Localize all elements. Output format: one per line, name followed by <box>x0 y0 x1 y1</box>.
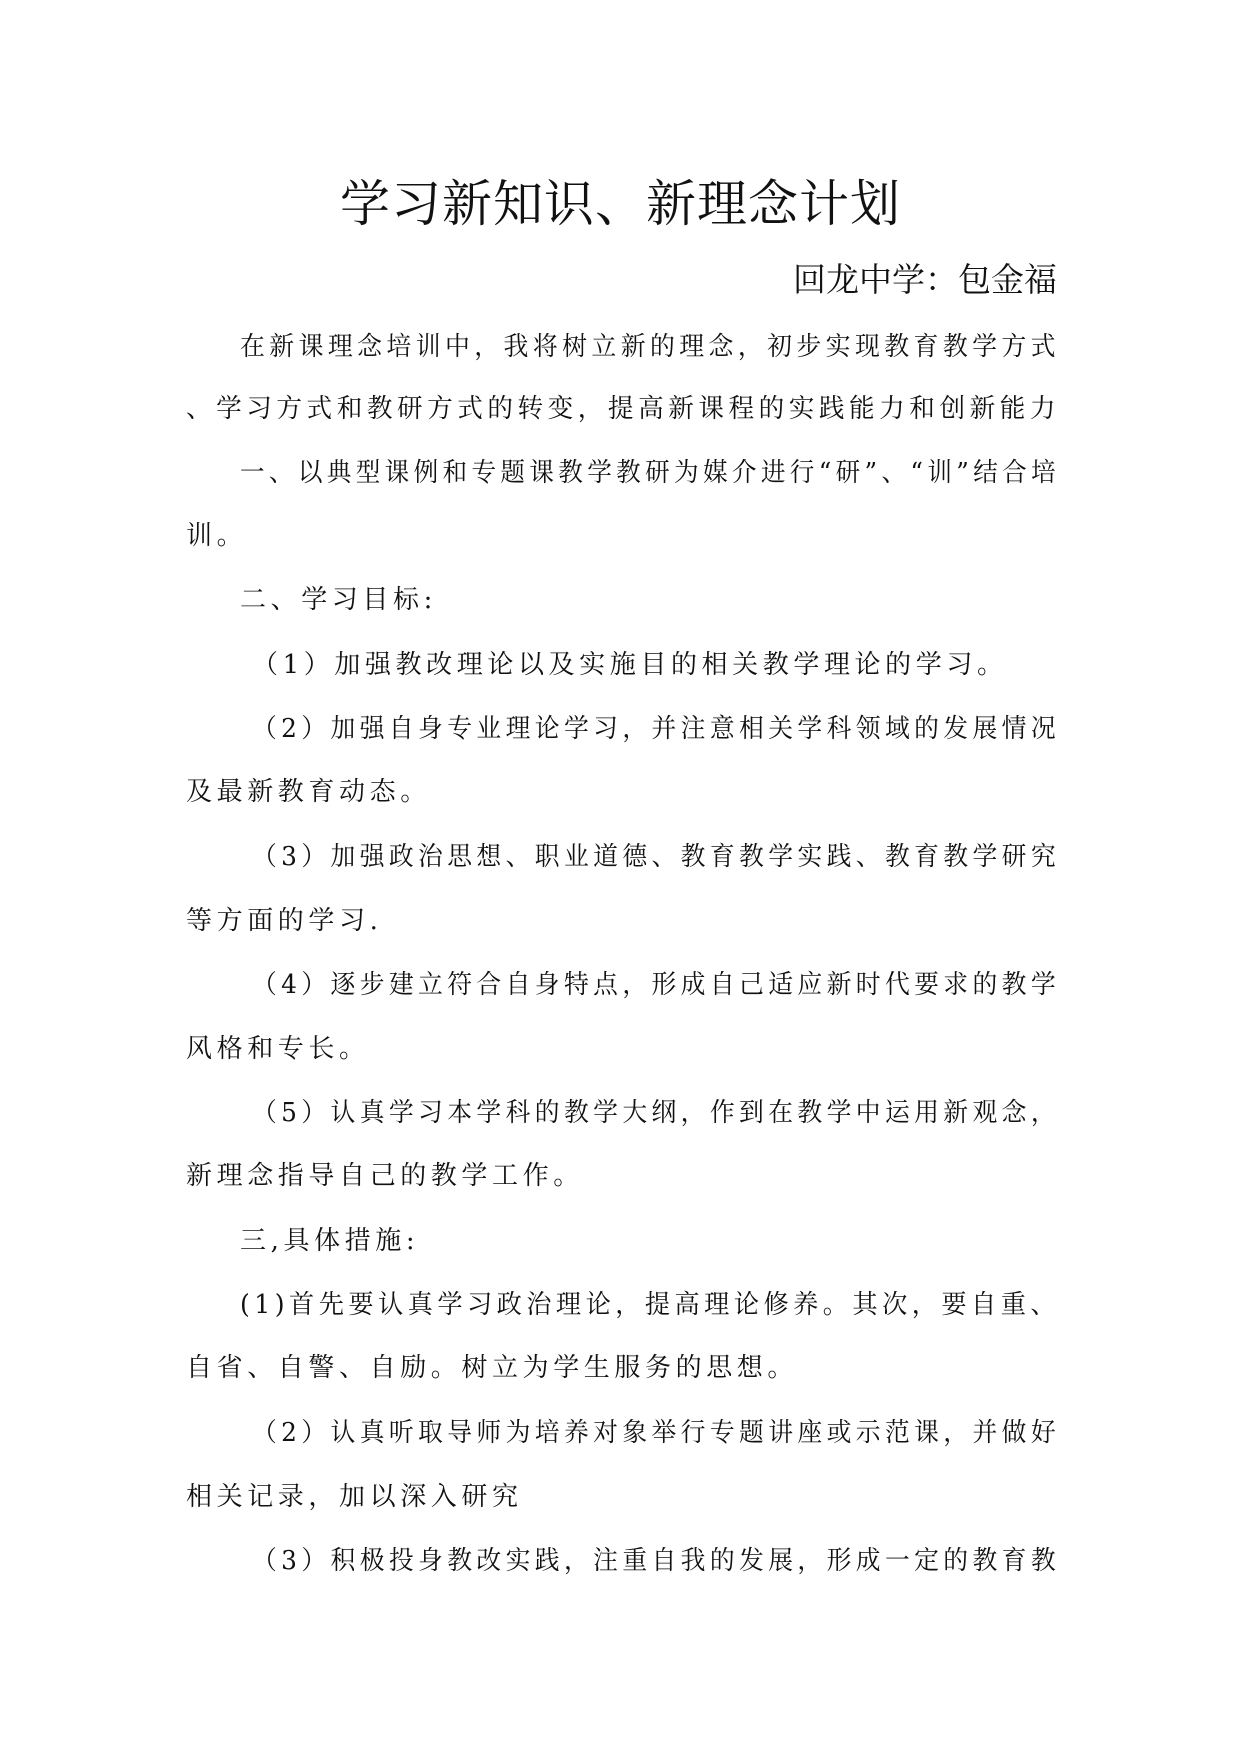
goal-item-3-line-1: （3）加强政治思想、职业道德、教育教学实践、教育教学研究 <box>252 842 1061 872</box>
measure-item-1-line-2: 自省、自警、自励。树立为学生服务的思想。 <box>186 1353 799 1383</box>
section-one-heading-line-1: 一、以典型课例和专题课教学教研为媒介进行“研”、“训”结合培 <box>240 458 1060 488</box>
goal-item-4-line-1: （4）逐步建立符合自身特点，形成自己适应新时代要求的教学 <box>252 970 1061 1000</box>
section-two-heading: 二、学习目标: <box>240 585 437 615</box>
measure-item-1-line-1: (1)首先要认真学习政治理论，提高理论修养。其次，要自重、 <box>240 1290 1061 1320</box>
document-title: 学习新知识、新理念计划 <box>340 175 901 233</box>
measure-item-3-line-1: （3）积极投身教改实践，注重自我的发展，形成一定的教育教 <box>252 1546 1061 1576</box>
goal-item-5-line-2: 新理念指导自己的教学工作。 <box>186 1161 584 1191</box>
section-three-heading: 三,具体措施: <box>240 1226 420 1256</box>
goal-item-2-line-2: 及最新教育动态。 <box>186 777 431 807</box>
goal-item-5-line-1: （5）认真学习本学科的教学大纲，作到在教学中运用新观念， <box>252 1098 1061 1128</box>
goal-item-2-line-1: （2）加强自身专业理论学习，并注意相关学科领域的发展情况 <box>252 714 1061 744</box>
goal-item-1: （1）加强教改理论以及实施目的相关教学理论的学习。 <box>252 650 1008 680</box>
measure-item-2-line-2: 相关记录，加以深入研究 <box>186 1482 523 1512</box>
document-author: 回龙中学：包金福 <box>793 260 1057 299</box>
measure-item-2-line-1: （2）认真听取导师为培养对象举行专题讲座或示范课，并做好 <box>252 1418 1061 1448</box>
paragraph-intro-line-1: 在新课理念培训中，我将树立新的理念，初步实现教育教学方式 <box>240 332 1060 362</box>
section-one-heading-line-2: 训。 <box>186 521 248 551</box>
paragraph-intro-line-2: 、学习方式和教研方式的转变，提高新课程的实践能力和创新能力 <box>186 394 1061 424</box>
goal-item-3-line-2: 等方面的学习. <box>186 906 383 936</box>
goal-item-4-line-2: 风格和专长。 <box>186 1034 370 1064</box>
